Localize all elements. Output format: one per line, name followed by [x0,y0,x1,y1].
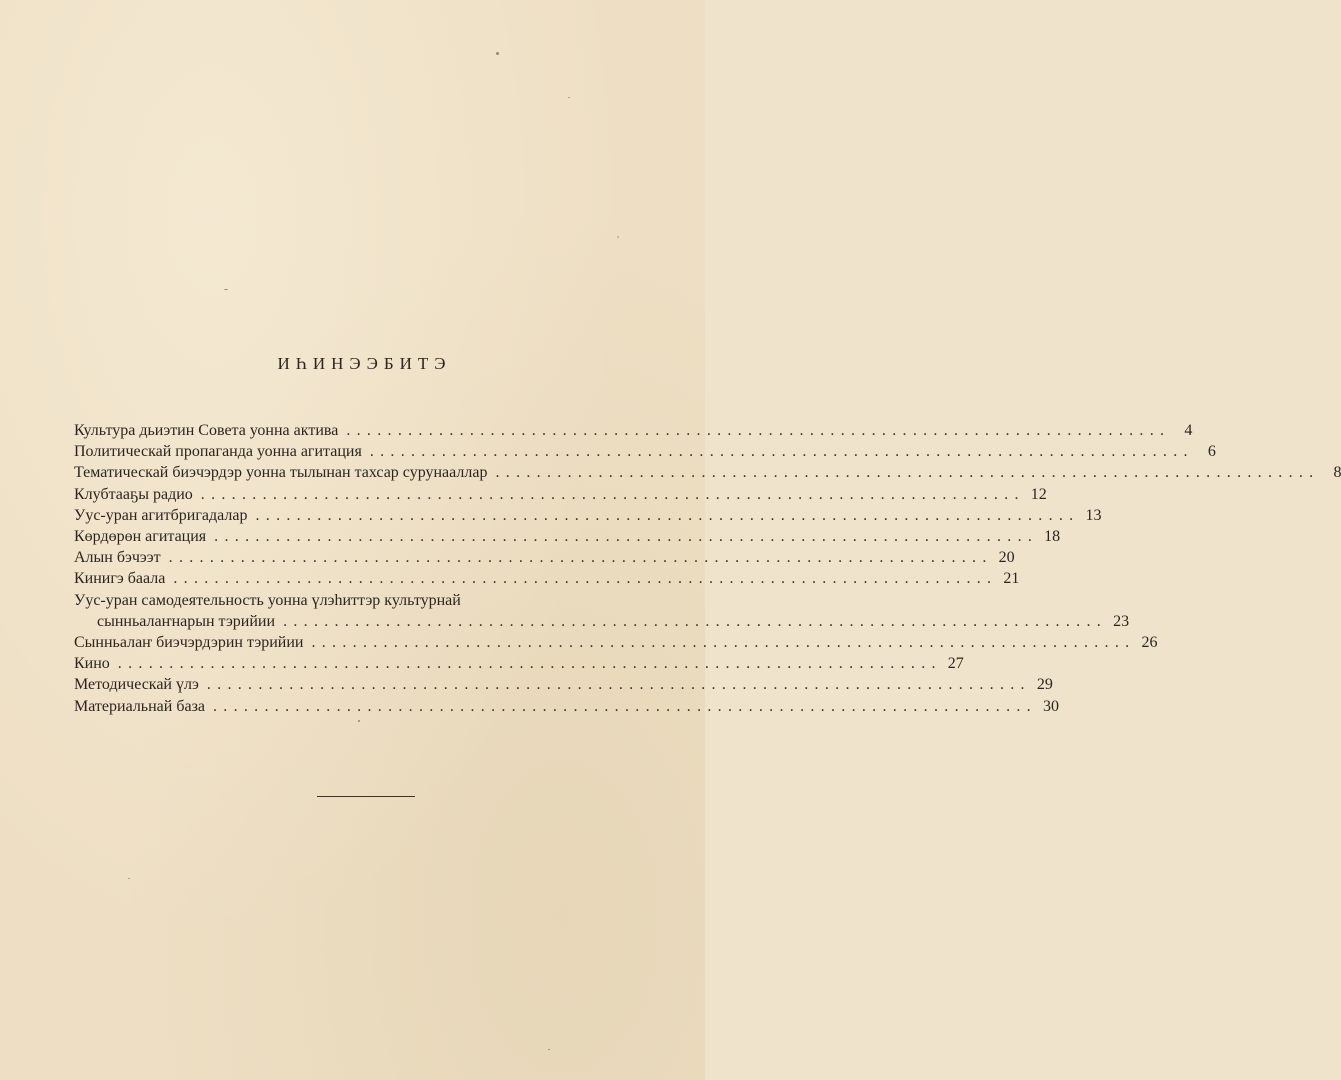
dot-leader: ................................................................................ [346,422,1171,439]
toc-entry [74,696,1059,717]
toc-entry-label: Политическай пропаганда уонна агитация [74,443,362,461]
section-divider [317,796,415,797]
toc-entry-first-line [74,590,664,611]
toc-entry-label: Сынньалаҥ биэчэрдэрин тэрийии [74,634,304,652]
toc-entry [74,420,1193,441]
table-of-contents [74,420,1341,717]
toc-heading: ИҺИНЭЭБИТЭ [277,354,452,373]
toc-entry [74,484,1047,505]
dot-leader: ................................................................................ [212,697,1037,715]
dot-leader: ................................................................................ [369,443,1194,461]
dot-leader: ................................................................................ [168,549,993,567]
paper-speck [128,878,130,879]
toc-entry-label: Клубтааҕы радио [74,485,193,503]
dot-leader: ................................................................................ [173,570,998,588]
toc-entry [74,632,1158,653]
toc-entry-page: 26 [1141,634,1158,652]
toc-entry [74,547,1015,568]
toc-entry-page: 30 [1042,697,1059,715]
toc-entry-page: 18 [1044,528,1061,546]
toc-entry-page: 23 [1113,612,1130,630]
dot-leader: ................................................................................ [495,464,1320,482]
toc-entry-page: 29 [1036,676,1053,694]
toc-entry-label: Уус-уран самодеятельность уонна үлэһиттэр культурнай [74,591,461,609]
toc-entry-page: 21 [1003,570,1020,588]
toc-entry-label: Уус-уран агитбригадалар [74,506,248,524]
dot-leader: ................................................................................ [311,634,1136,652]
paper-speck [548,1049,550,1050]
toc-entry-page: 13 [1085,506,1102,524]
dot-leader: ................................................................................ [206,676,1031,694]
dot-leader: ................................................................................ [117,655,942,673]
toc-entry [74,653,964,674]
paper-speck [224,289,228,290]
toc-entry [74,568,1020,589]
dot-leader: ................................................................................ [255,506,1080,524]
paper-speck [617,236,619,238]
toc-entry-page: 4 [1184,422,1193,439]
toc-entry [74,505,1102,526]
paper-speck [568,97,570,98]
toc-entry-label: Кино [74,655,110,673]
toc-entry-label: Кинигэ баала [74,570,166,588]
toc-entry-label: Тематическай биэчэрдэр уонна тылынан тахсар сурунааллар [74,464,488,482]
toc-entry-label: Культура дьиэтин Совета уонна актива [74,422,339,439]
toc-entry-page: 27 [947,655,964,673]
dot-leader: ................................................................................ [200,485,1025,503]
toc-entry-page: 8 [1333,464,1341,482]
toc-entry [74,441,1216,462]
toc-entry-label: Көрдөрөн агитация [74,528,207,546]
toc-entry-page: 6 [1207,443,1216,461]
dot-leader: ................................................................................ [214,528,1039,546]
toc-entry [74,674,1053,695]
paper-speck [496,52,499,55]
toc-entry-label-continuation: сынньалаҥнарын тэрийии [97,612,276,630]
toc-entry [74,462,1341,483]
dot-leader: ................................................................................ [283,612,1108,630]
toc-entry-page: 12 [1030,485,1047,503]
toc-entry [74,611,1130,632]
paper-speck [358,720,360,722]
toc-entry [74,526,1061,547]
toc-entry-label: Материальнай база [74,697,205,715]
toc-entry-page: 20 [998,549,1015,567]
toc-entry-label: Методическай үлэ [74,676,199,694]
toc-entry-label: Алын бэчээт [74,549,161,567]
